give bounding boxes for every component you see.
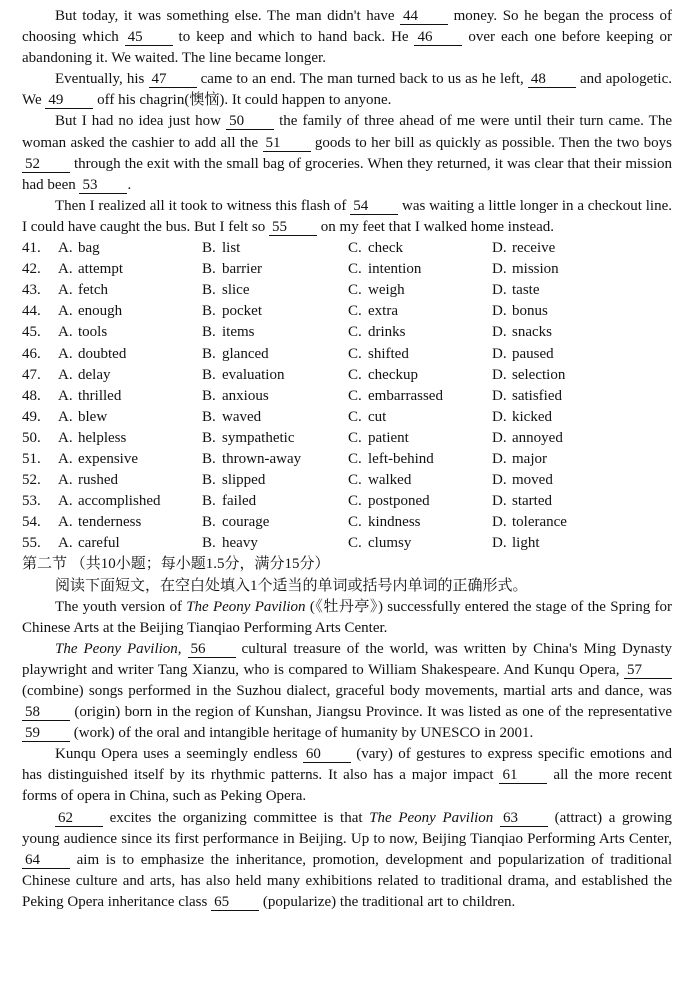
- option-letter: D.: [492, 240, 507, 257]
- text-run: Eventually, his: [55, 71, 149, 88]
- option-letter: A.: [58, 408, 73, 425]
- option-text: tenderness: [78, 514, 142, 531]
- text-run: Then I realized all it took to witness this flash of: [55, 197, 351, 214]
- option-text: pocket: [222, 303, 262, 320]
- option-letter: D.: [492, 429, 507, 446]
- option-text: expensive: [78, 450, 138, 467]
- option-letter: B.: [202, 408, 216, 425]
- option-letter: C.: [348, 408, 362, 425]
- paragraph: [22, 597, 672, 639]
- paragraph: [22, 639, 672, 744]
- question-number: 44.: [22, 303, 41, 320]
- option-text: anxious: [222, 387, 269, 404]
- option-text: heavy: [222, 535, 258, 552]
- text-run: But I had no idea just how: [55, 113, 227, 130]
- option-letter: D.: [492, 345, 507, 362]
- option-text: bag: [78, 240, 100, 257]
- option-text: sympathetic: [222, 429, 295, 446]
- option-text: courage: [222, 514, 270, 531]
- option-text: slipped: [222, 472, 266, 489]
- option-letter: A.: [58, 345, 73, 362]
- option-letter: A.: [58, 493, 73, 510]
- option-text: tolerance: [512, 514, 567, 531]
- option-text: extra: [368, 303, 398, 320]
- option-text: failed: [222, 493, 257, 510]
- option-letter: C.: [348, 472, 362, 489]
- option-text: shifted: [368, 345, 409, 362]
- option-text: careful: [78, 535, 120, 552]
- option-letter: D.: [492, 303, 507, 320]
- text-run: (origin) born in the region of Kunshan, Jiangsu Province. It was listed as one of the representative: [70, 704, 672, 721]
- option-text: left-behind: [368, 450, 434, 467]
- option-row: [22, 449, 672, 470]
- text-run: on my feet that I walked home instead.: [317, 218, 555, 235]
- option-text: mission: [512, 261, 559, 278]
- option-letter: C.: [348, 493, 362, 510]
- option-text: thrown-away: [222, 450, 302, 467]
- paragraph: [22, 196, 672, 238]
- option-text: embarrassed: [368, 387, 443, 404]
- text-run: the family of three ahead of me were until their turn came. The woman asked the cashier to add all the: [22, 113, 672, 151]
- text-run: and apologetic. We: [22, 71, 673, 109]
- option-text: doubted: [78, 345, 127, 362]
- option-letter: A.: [58, 450, 73, 467]
- blank-number: 60: [303, 747, 351, 763]
- option-letter: D.: [492, 450, 507, 467]
- option-letter: B.: [202, 429, 216, 446]
- blank-number: 63: [500, 811, 548, 827]
- text-run: to keep and which to hand back. He: [172, 29, 415, 46]
- option-letter: C.: [348, 240, 362, 257]
- option-text: weigh: [368, 282, 405, 299]
- option-letter: B.: [202, 535, 216, 552]
- text-run: all the more recent forms of opera in China, such as Peking Opera.: [22, 767, 672, 805]
- option-letter: A.: [58, 472, 73, 489]
- option-letter: B.: [202, 282, 216, 299]
- option-row: [22, 280, 672, 301]
- option-text: patient: [368, 429, 409, 446]
- option-text: paused: [512, 345, 554, 362]
- section-heading: 第二节 （共10小题；每小题1.5分，满分15分）: [22, 556, 330, 573]
- option-text: evaluation: [222, 366, 285, 383]
- text-run: excites the organizing committee is that: [103, 809, 370, 826]
- question-number: 42.: [22, 261, 41, 278]
- option-text: kicked: [512, 408, 552, 425]
- blank-number: 48: [528, 72, 576, 88]
- italic-title: The Peony Pavilion: [186, 598, 306, 615]
- cloze-passage: [22, 6, 672, 238]
- text-run: The youth version of: [55, 598, 187, 615]
- option-letter: A.: [58, 429, 73, 446]
- option-letter: C.: [348, 366, 362, 383]
- option-text: waved: [222, 408, 262, 425]
- option-text: satisfied: [512, 387, 562, 404]
- option-text: cut: [368, 408, 387, 425]
- text-run: off his chagrin(懊恼). It could happen to anyone.: [93, 92, 392, 109]
- option-row: [22, 238, 672, 259]
- option-row: [22, 470, 672, 491]
- option-letter: C.: [348, 535, 362, 552]
- question-number: 50.: [22, 429, 41, 446]
- text-run: came to an end. The man turned back to us as he left,: [196, 71, 528, 88]
- option-row: [22, 533, 672, 554]
- text-run: over each one before keeping or abandoning it. We waited. The line became longer.: [22, 29, 672, 67]
- text-run: was waiting a little longer in a checkout line. I could have caught the bus. But I felt so: [22, 197, 672, 235]
- option-text: checkup: [368, 366, 418, 383]
- option-text: intention: [368, 261, 422, 278]
- paragraph: [22, 6, 672, 69]
- text-run: aim is to emphasize the inheritance, promotion, development and popularization of traditional Chinese culture and arts, has also held many exhibitions related to traditional drama, and established the Peking Opera inheritance class: [22, 851, 672, 910]
- blank-number: 45: [125, 30, 173, 46]
- text-run: [493, 810, 500, 826]
- text-run: (vary) of gestures to express specific emotions and has distinguished itself by its rhythmic patterns. It also has a major impact: [22, 746, 673, 784]
- option-letter: D.: [492, 514, 507, 531]
- option-row: [22, 407, 672, 428]
- option-letter: C.: [348, 429, 362, 446]
- option-letter: A.: [58, 535, 73, 552]
- option-text: slice: [222, 282, 250, 299]
- option-letter: D.: [492, 493, 507, 510]
- option-text: list: [222, 240, 241, 257]
- option-text: clumsy: [368, 535, 412, 552]
- option-row: [22, 512, 672, 533]
- option-text: items: [222, 324, 255, 341]
- blank-number: 65: [211, 895, 259, 911]
- option-letter: D.: [492, 387, 507, 404]
- option-text: fetch: [78, 282, 108, 299]
- option-row: [22, 322, 672, 343]
- option-letter: A.: [58, 514, 73, 531]
- option-letter: C.: [348, 450, 362, 467]
- option-text: attempt: [78, 261, 123, 278]
- text-run: .: [127, 176, 132, 193]
- text-run: goods to her bill as quickly as possible. Then the two boys: [310, 134, 672, 151]
- option-letter: D.: [492, 472, 507, 489]
- paragraph: [22, 69, 672, 111]
- option-text: enough: [78, 303, 123, 320]
- option-text: rushed: [78, 472, 118, 489]
- option-letter: D.: [492, 261, 507, 278]
- option-text: moved: [512, 472, 553, 489]
- option-letter: B.: [202, 514, 216, 531]
- blank-number: 47: [149, 72, 197, 88]
- option-text: receive: [512, 240, 556, 257]
- question-number: 46.: [22, 345, 41, 362]
- option-letter: D.: [492, 282, 507, 299]
- text-run: (《牡丹亭》) successfully entered the stage of the Spring for Chinese Arts at the Beijing Tianqiao Performing Arts Center.: [22, 598, 672, 636]
- question-number: 52.: [22, 472, 41, 489]
- option-text: accomplished: [78, 493, 161, 510]
- option-letter: A.: [58, 324, 73, 341]
- option-letter: D.: [492, 535, 507, 552]
- text-run: (combine) songs performed in the Suzhou dialect, graceful body movements, martial arts and dance, was: [22, 683, 672, 699]
- option-letter: B.: [202, 261, 216, 278]
- blank-number: 64: [22, 853, 70, 869]
- italic-title: The Peony Pavilion: [369, 809, 494, 826]
- question-number: 47.: [22, 366, 41, 383]
- option-letter: B.: [202, 387, 216, 404]
- option-letter: C.: [348, 303, 362, 320]
- option-letter: B.: [202, 345, 216, 362]
- option-text: bonus: [512, 303, 548, 320]
- blank-number: 55: [269, 220, 317, 236]
- option-letter: A.: [58, 387, 73, 404]
- blank-number: 62: [55, 811, 103, 827]
- option-text: tools: [78, 324, 108, 341]
- option-letter: B.: [202, 240, 216, 257]
- option-row: [22, 365, 672, 386]
- text-run: (popularize) the traditional art to children.: [259, 893, 516, 910]
- text-run: But today, it was something else. The man didn't have: [55, 8, 401, 24]
- text-run: ,: [177, 640, 188, 657]
- blank-number: 54: [350, 199, 398, 215]
- blank-number: 59: [22, 726, 70, 742]
- option-letter: A.: [58, 366, 73, 383]
- option-letter: C.: [348, 514, 362, 531]
- paragraph: [22, 111, 672, 195]
- question-number: 51.: [22, 450, 41, 467]
- text-run: (work) of the oral and intangible heritage of humanity by UNESCO in 2001.: [70, 725, 534, 742]
- question-number: 54.: [22, 514, 41, 531]
- option-letter: A.: [58, 240, 73, 257]
- option-letter: C.: [348, 261, 362, 278]
- text-run: (attract) a growing young audience since its first performance in Beijing. Up to now, Beijing Tianqiao Performing Arts Center,: [22, 809, 673, 847]
- question-number: 49.: [22, 408, 41, 425]
- option-text: started: [512, 493, 552, 510]
- paragraph: [22, 744, 672, 807]
- blank-number: 44: [400, 9, 448, 25]
- option-text: walked: [368, 472, 412, 489]
- grammar-passage: [22, 597, 672, 913]
- option-letter: C.: [348, 345, 362, 362]
- question-number: 45.: [22, 324, 41, 341]
- option-letter: C.: [348, 324, 362, 341]
- option-row: [22, 344, 672, 365]
- blank-number: 57: [624, 663, 672, 679]
- option-letter: A.: [58, 282, 73, 299]
- text-run: through the exit with the small bag of groceries. When they returned, it was clear that their mission had been: [22, 155, 672, 193]
- option-text: check: [368, 240, 403, 257]
- option-text: drinks: [368, 324, 406, 341]
- question-number: 43.: [22, 282, 41, 299]
- option-row: [22, 259, 672, 280]
- question-number: 48.: [22, 387, 41, 404]
- blank-number: 52: [22, 157, 70, 173]
- option-letter: D.: [492, 366, 507, 383]
- options-list: [22, 238, 672, 554]
- blank-number: 46: [414, 30, 462, 46]
- option-text: postponed: [368, 493, 430, 510]
- text-run: money. So he began the process of choosing which: [22, 8, 672, 46]
- option-row: [22, 428, 672, 449]
- option-letter: D.: [492, 324, 507, 341]
- option-text: glanced: [222, 345, 269, 362]
- question-number: 41.: [22, 240, 41, 257]
- option-letter: B.: [202, 493, 216, 510]
- option-text: selection: [512, 366, 566, 383]
- option-letter: B.: [202, 366, 216, 383]
- option-text: annoyed: [512, 429, 563, 446]
- italic-title: The Peony Pavilion: [55, 640, 178, 657]
- option-text: helpless: [78, 429, 127, 446]
- question-number: 53.: [22, 493, 41, 510]
- option-letter: A.: [58, 261, 73, 278]
- option-letter: C.: [348, 387, 362, 404]
- option-row: [22, 491, 672, 512]
- blank-number: 51: [263, 136, 311, 152]
- option-text: blew: [78, 408, 108, 425]
- blank-number: 56: [188, 642, 236, 658]
- option-letter: B.: [202, 303, 216, 320]
- text-run: cultural treasure of the world, was written by China's Ming Dynasty playwright and writer Tang Xianzu, who is compared to William Shakespeare. And Kunqu Opera,: [22, 640, 672, 678]
- option-letter: B.: [202, 450, 216, 467]
- option-letter: D.: [492, 408, 507, 425]
- option-text: light: [512, 535, 540, 552]
- option-letter: C.: [348, 282, 362, 299]
- text-run: Kunqu Opera uses a seemingly endless: [55, 746, 303, 763]
- paragraph: [22, 808, 672, 913]
- blank-number: 50: [226, 114, 274, 130]
- option-text: kindness: [368, 514, 421, 531]
- option-text: major: [512, 450, 547, 467]
- option-text: snacks: [512, 324, 552, 341]
- option-text: taste: [512, 282, 540, 299]
- question-number: 55.: [22, 535, 41, 552]
- blank-number: 58: [22, 705, 70, 721]
- option-letter: B.: [202, 324, 216, 341]
- blank-number: 53: [79, 178, 127, 194]
- option-letter: B.: [202, 472, 216, 489]
- blank-number: 61: [499, 768, 547, 784]
- option-row: [22, 301, 672, 322]
- option-text: barrier: [222, 261, 262, 278]
- section-instruction: 阅读下面短文，在空白处填入1个适当的单词或括号内单词的正确形式。: [55, 577, 528, 594]
- blank-number: 49: [45, 93, 93, 109]
- option-text: thrilled: [78, 387, 122, 404]
- option-text: delay: [78, 366, 111, 383]
- option-letter: A.: [58, 303, 73, 320]
- option-row: [22, 386, 672, 407]
